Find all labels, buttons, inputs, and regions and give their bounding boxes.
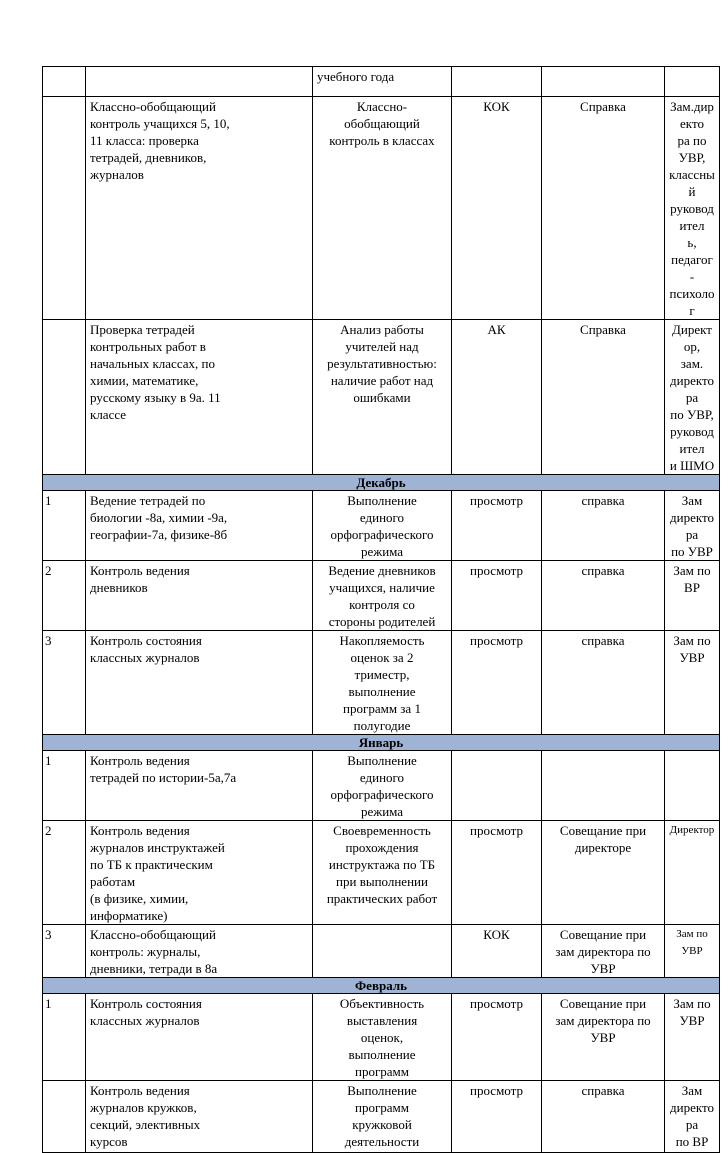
cell-result: Совещание при зам директора по УВР xyxy=(542,994,665,1081)
cell-content xyxy=(86,67,313,97)
cell-result xyxy=(542,67,665,97)
cell-content: Классно-обобщающий контроль учащихся 5, 10, 11 класса: проверка тетрадей, дневников, журналов xyxy=(86,97,313,320)
cell-result: Совещание при зам директора по УВР xyxy=(542,925,665,978)
month-header-february xyxy=(43,978,720,994)
table-row xyxy=(43,925,720,978)
cell-form: просмотр xyxy=(452,821,542,925)
cell-num: 1 xyxy=(43,491,86,561)
cell-form xyxy=(452,751,542,821)
cell-responsible xyxy=(665,67,720,97)
table-row xyxy=(43,67,720,97)
table-row xyxy=(43,821,720,925)
cell-num xyxy=(43,1081,86,1153)
cell-responsible: Зам по УВР xyxy=(665,631,720,735)
cell-num xyxy=(43,67,86,97)
cell-goal: Анализ работы учителей над результативностью: наличие работ над ошибками xyxy=(313,320,452,475)
cell-form: просмотр xyxy=(452,994,542,1081)
cell-form: КОК xyxy=(452,97,542,320)
cell-result: справка xyxy=(542,631,665,735)
table-row xyxy=(43,751,720,821)
cell-content: Контроль ведения журналов кружков, секций, элективных курсов xyxy=(86,1081,313,1153)
cell-goal: Выполнение единого орфографического режима xyxy=(313,751,452,821)
cell-num xyxy=(43,320,86,475)
cell-goal: Ведение дневников учащихся, наличие контроля со стороны родителей xyxy=(313,561,452,631)
cell-responsible: Директор xyxy=(665,821,720,925)
cell-responsible: Зам по УВР xyxy=(665,994,720,1081)
cell-result: Совещание при директоре xyxy=(542,821,665,925)
cell-content: Ведение тетрадей по биологии -8а, химии -9а, географии-7а, физике-8б xyxy=(86,491,313,561)
cell-goal: Своевременность прохождения инструктажа по ТБ при выполнении практических работ xyxy=(313,821,452,925)
table-row xyxy=(43,631,720,735)
table-row xyxy=(43,1081,720,1153)
cell-form: просмотр xyxy=(452,561,542,631)
month-header-january xyxy=(43,735,720,751)
cell-result: справка xyxy=(542,1081,665,1153)
cell-num: 3 xyxy=(43,925,86,978)
cell-num: 2 xyxy=(43,821,86,925)
cell-form: просмотр xyxy=(452,631,542,735)
cell-content: Контроль состояния классных журналов xyxy=(86,631,313,735)
cell-goal: учебного года xyxy=(313,67,452,97)
cell-content: Контроль ведения дневников xyxy=(86,561,313,631)
table-row xyxy=(43,97,720,320)
table-row xyxy=(43,561,720,631)
cell-form: АК xyxy=(452,320,542,475)
cell-num: 2 xyxy=(43,561,86,631)
cell-result: Справка xyxy=(542,320,665,475)
cell-num: 1 xyxy=(43,994,86,1081)
cell-form xyxy=(452,67,542,97)
cell-goal xyxy=(313,925,452,978)
cell-form: просмотр xyxy=(452,1081,542,1153)
cell-responsible: Зам.директо ра по УВР, классный руководител ь, педагог- психолог xyxy=(665,97,720,320)
cell-result: справка xyxy=(542,491,665,561)
cell-result xyxy=(542,751,665,821)
cell-responsible: Зам директора по УВР xyxy=(665,491,720,561)
cell-responsible xyxy=(665,751,720,821)
month-label: Декабрь xyxy=(43,475,720,491)
cell-responsible: Зам по ВР xyxy=(665,561,720,631)
cell-result: Справка xyxy=(542,97,665,320)
cell-content: Контроль состояния классных журналов xyxy=(86,994,313,1081)
cell-goal: Объективность выставления оценок, выполнение программ xyxy=(313,994,452,1081)
cell-num: 3 xyxy=(43,631,86,735)
cell-num: 1 xyxy=(43,751,86,821)
cell-responsible: Директор, зам. директора по УВР, руководител и ШМО xyxy=(665,320,720,475)
cell-goal: Выполнение единого орфографического режима xyxy=(313,491,452,561)
cell-content: Проверка тетрадей контрольных работ в начальных классах, по химии, математике, русскому языку в 9а. 11 классе xyxy=(86,320,313,475)
cell-goal: Выполнение программ кружковой деятельности xyxy=(313,1081,452,1153)
month-label: Январь xyxy=(43,735,720,751)
cell-goal: Классно- обобщающий контроль в классах xyxy=(313,97,452,320)
cell-result: справка xyxy=(542,561,665,631)
cell-form: КОК xyxy=(452,925,542,978)
cell-form: просмотр xyxy=(452,491,542,561)
cell-num xyxy=(43,97,86,320)
table-row xyxy=(43,320,720,475)
month-label: Февраль xyxy=(43,978,720,994)
cell-responsible: Зам по УВР xyxy=(665,925,720,978)
cell-content: Классно-обобщающий контроль: журналы, дневники, тетради в 8а xyxy=(86,925,313,978)
control-plan-table xyxy=(42,66,720,1153)
cell-responsible: Зам директора по ВР xyxy=(665,1081,720,1153)
table-row xyxy=(43,491,720,561)
cell-content: Контроль ведения журналов инструктажей по ТБ к практическим работам (в физике, химии, информатике) xyxy=(86,821,313,925)
cell-goal: Накопляемость оценок за 2 триместр, выполнение программ за 1 полугодие xyxy=(313,631,452,735)
table-row xyxy=(43,994,720,1081)
month-header-december xyxy=(43,475,720,491)
cell-content: Контроль ведения тетрадей по истории-5а,7а xyxy=(86,751,313,821)
